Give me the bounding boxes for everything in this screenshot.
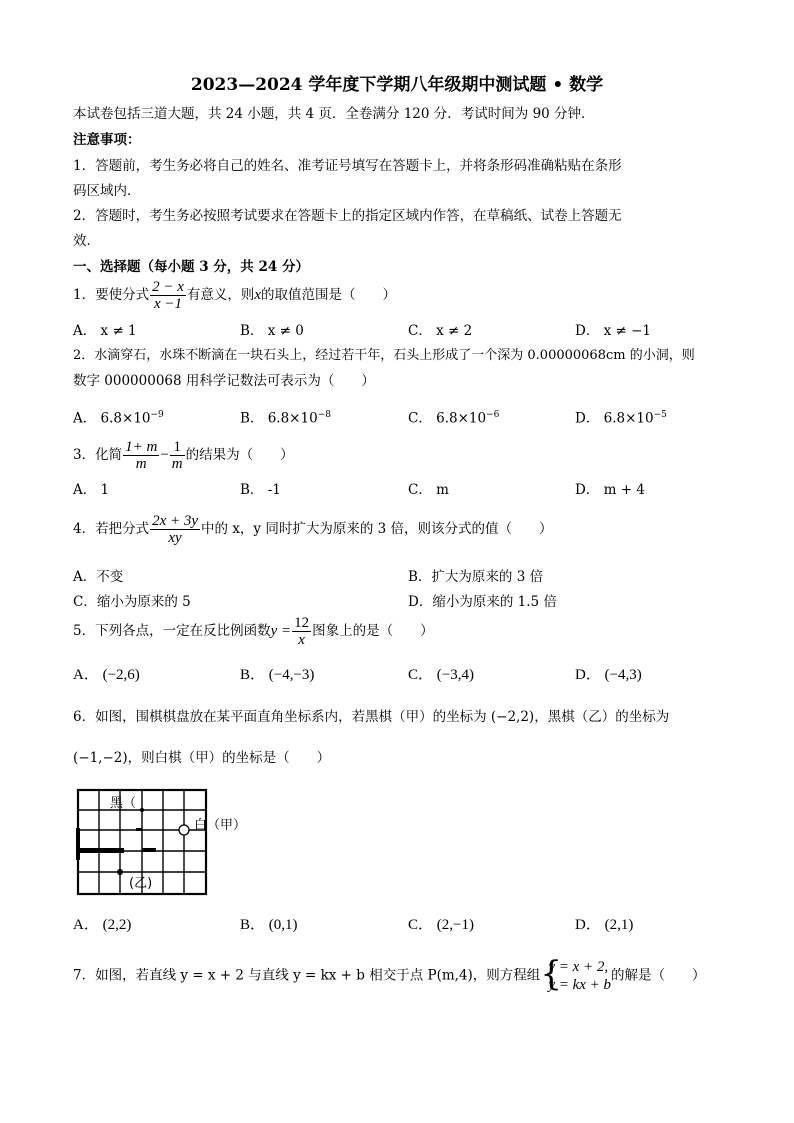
page-title: 2023—2024 学年度下学期八年级期中测试题 • 数学	[190, 75, 604, 95]
q1-numerator: 2 − x	[152, 279, 184, 295]
q6-fig-label-yi: (乙)	[129, 876, 153, 891]
question-1	[73, 279, 396, 312]
q1-variable: x	[254, 287, 262, 303]
q3-fraction-2	[170, 439, 185, 472]
q5-option-d: D． (−4,3)	[575, 667, 642, 683]
q3-fraction-1	[123, 439, 159, 472]
q7-equation-system: { y = x + 2, y = kx + b	[540, 954, 612, 994]
q3-option-b: B． -1	[240, 482, 281, 498]
q2-option-a-exp: −9	[150, 410, 164, 420]
notice-2-line-2: 效．	[73, 233, 100, 249]
q4-option-c: C．缩小为原来的 5	[73, 594, 191, 610]
q3-denominator-2: m	[171, 456, 183, 472]
q3-numerator-2: 1	[170, 439, 185, 456]
q5-numerator: 12	[294, 615, 310, 631]
q2-option-c-exp: −6	[486, 410, 500, 420]
notice-1-line-1: 1．答题前，考生务必将自己的姓名、准考证号填写在答题卡上，并将条形码准确粘贴在条形	[73, 158, 622, 174]
q4-denominator: xy	[168, 530, 182, 546]
q2-line-2: 数字 000000068 用科学记数法可表示为（ ）	[73, 373, 375, 389]
q4-option-b: B．扩大为原来的 3 倍	[408, 569, 544, 585]
q6-option-b: B． (0,1)	[240, 917, 298, 933]
q6-fig-label-hei: 黑（	[110, 796, 137, 811]
q4-fraction	[150, 513, 200, 546]
q4-option-d: D．缩小为原来的 1.5 倍	[408, 594, 557, 610]
q2-option-b-exp: −8	[317, 410, 331, 420]
q2-option-a	[73, 406, 164, 428]
q3-option-d: D． m + 4	[575, 482, 645, 498]
exam-intro: 本试卷包括三道大题，共 24 小题，共 4 页．全卷满分 120 分．考试时间为 90 分钟．	[73, 106, 595, 122]
question-7	[73, 954, 706, 994]
q3-numerator-1: 1+ m	[125, 439, 158, 455]
q2-option-c-label: C． 6.8×10	[408, 410, 487, 427]
q7-text: 7．如图，若直线 y = x + 2 与直线 y = kx + b 相交于点 P(m,4)，则方程组	[73, 967, 541, 984]
q6-option-c: C． (2,−1)	[408, 917, 474, 933]
question-5	[73, 615, 434, 648]
q3-option-a: A． 1	[73, 482, 110, 498]
q2-option-c	[408, 406, 499, 428]
q1-denominator: x −1	[153, 296, 182, 312]
notice-heading: 注意事项：	[73, 132, 141, 148]
q2-line-1: 2．水滴穿石，水珠不断滴在一块石头上，经过若干年，石头上形成了一个深为 0.00000068cm 的小洞，则	[73, 348, 695, 363]
q1-text-2: 有意义，则	[186, 287, 255, 303]
q5-text-2: 图象上的是（ ）	[312, 623, 434, 639]
q2-option-d-exp: −5	[653, 410, 667, 420]
q5-function: y =	[270, 623, 292, 639]
q6-option-d: D． (2,1)	[575, 917, 634, 933]
q5-option-b: B． (−4,−3)	[240, 667, 315, 683]
q1-option-a: A． x ≠ 1	[73, 323, 137, 339]
q6-option-a: A． (2,2)	[73, 917, 132, 933]
q1-option-d: D． x ≠ −1	[575, 323, 652, 339]
q4-option-a: A．不变	[73, 569, 124, 585]
question-3	[73, 439, 294, 472]
q3-minus: −	[160, 447, 169, 463]
q2-option-b	[240, 406, 331, 428]
q3-text: 3．化简	[73, 447, 123, 463]
q2-option-a-label: A． 6.8×10	[73, 410, 151, 427]
q4-text-2: 中的 x，y 同时扩大为原来的 3 倍，则该分式的值（ ）	[201, 521, 553, 537]
go-board-figure	[74, 788, 264, 898]
q6-line-1: 6．如图，围棋棋盘放在某平面直角坐标系内，若黑棋（甲）的坐标为 (−2,2)，黑棋（乙）的坐标为	[73, 709, 670, 725]
q5-text: 5．下列各点，一定在反比例函数	[73, 623, 271, 639]
q2-option-d-label: D． 6.8×10	[575, 410, 654, 427]
q7-text-2: 的解是（ ）	[611, 967, 706, 984]
q5-denominator: x	[298, 632, 305, 648]
q1-text: 1．要使分式	[73, 287, 150, 303]
q1-fraction	[150, 279, 186, 312]
q5-option-c: C． (−3,4)	[408, 667, 474, 683]
q6-line-2: (−1,−2)，则白棋（甲）的坐标是（ ）	[73, 750, 331, 766]
q7-equation-1: y = x + 2,	[548, 959, 609, 975]
q6-fig-label-jia: 白（甲）	[194, 818, 247, 833]
question-4	[73, 513, 553, 546]
q3-text-2: 的结果为（ ）	[185, 447, 294, 463]
q4-text: 4．若把分式	[73, 521, 150, 537]
section-1-heading: 一、选择题（每小题 3 分，共 24 分）	[73, 259, 309, 275]
q3-option-c: C． m	[408, 482, 449, 498]
notice-2-line-1: 2．答题时，考生务必按照考试要求在答题卡上的指定区域内作答，在草稿纸、试卷上答题无	[73, 208, 622, 224]
q2-option-b-label: B． 6.8×10	[240, 410, 318, 427]
q1-option-c: C． x ≠ 2	[408, 323, 473, 339]
q5-option-a: A． (−2,6)	[73, 667, 140, 683]
q5-fraction	[292, 615, 311, 648]
q1-text-3: 的取值范围是（ ）	[261, 287, 397, 303]
q4-numerator: 2x + 3y	[152, 513, 199, 529]
q2-option-d	[575, 406, 667, 428]
q3-denominator-1: m	[135, 456, 147, 472]
q1-option-b: B． x ≠ 0	[240, 323, 304, 339]
q7-equation-2: y = kx + b	[548, 977, 612, 993]
notice-1-line-2: 码区域内．	[73, 183, 141, 199]
